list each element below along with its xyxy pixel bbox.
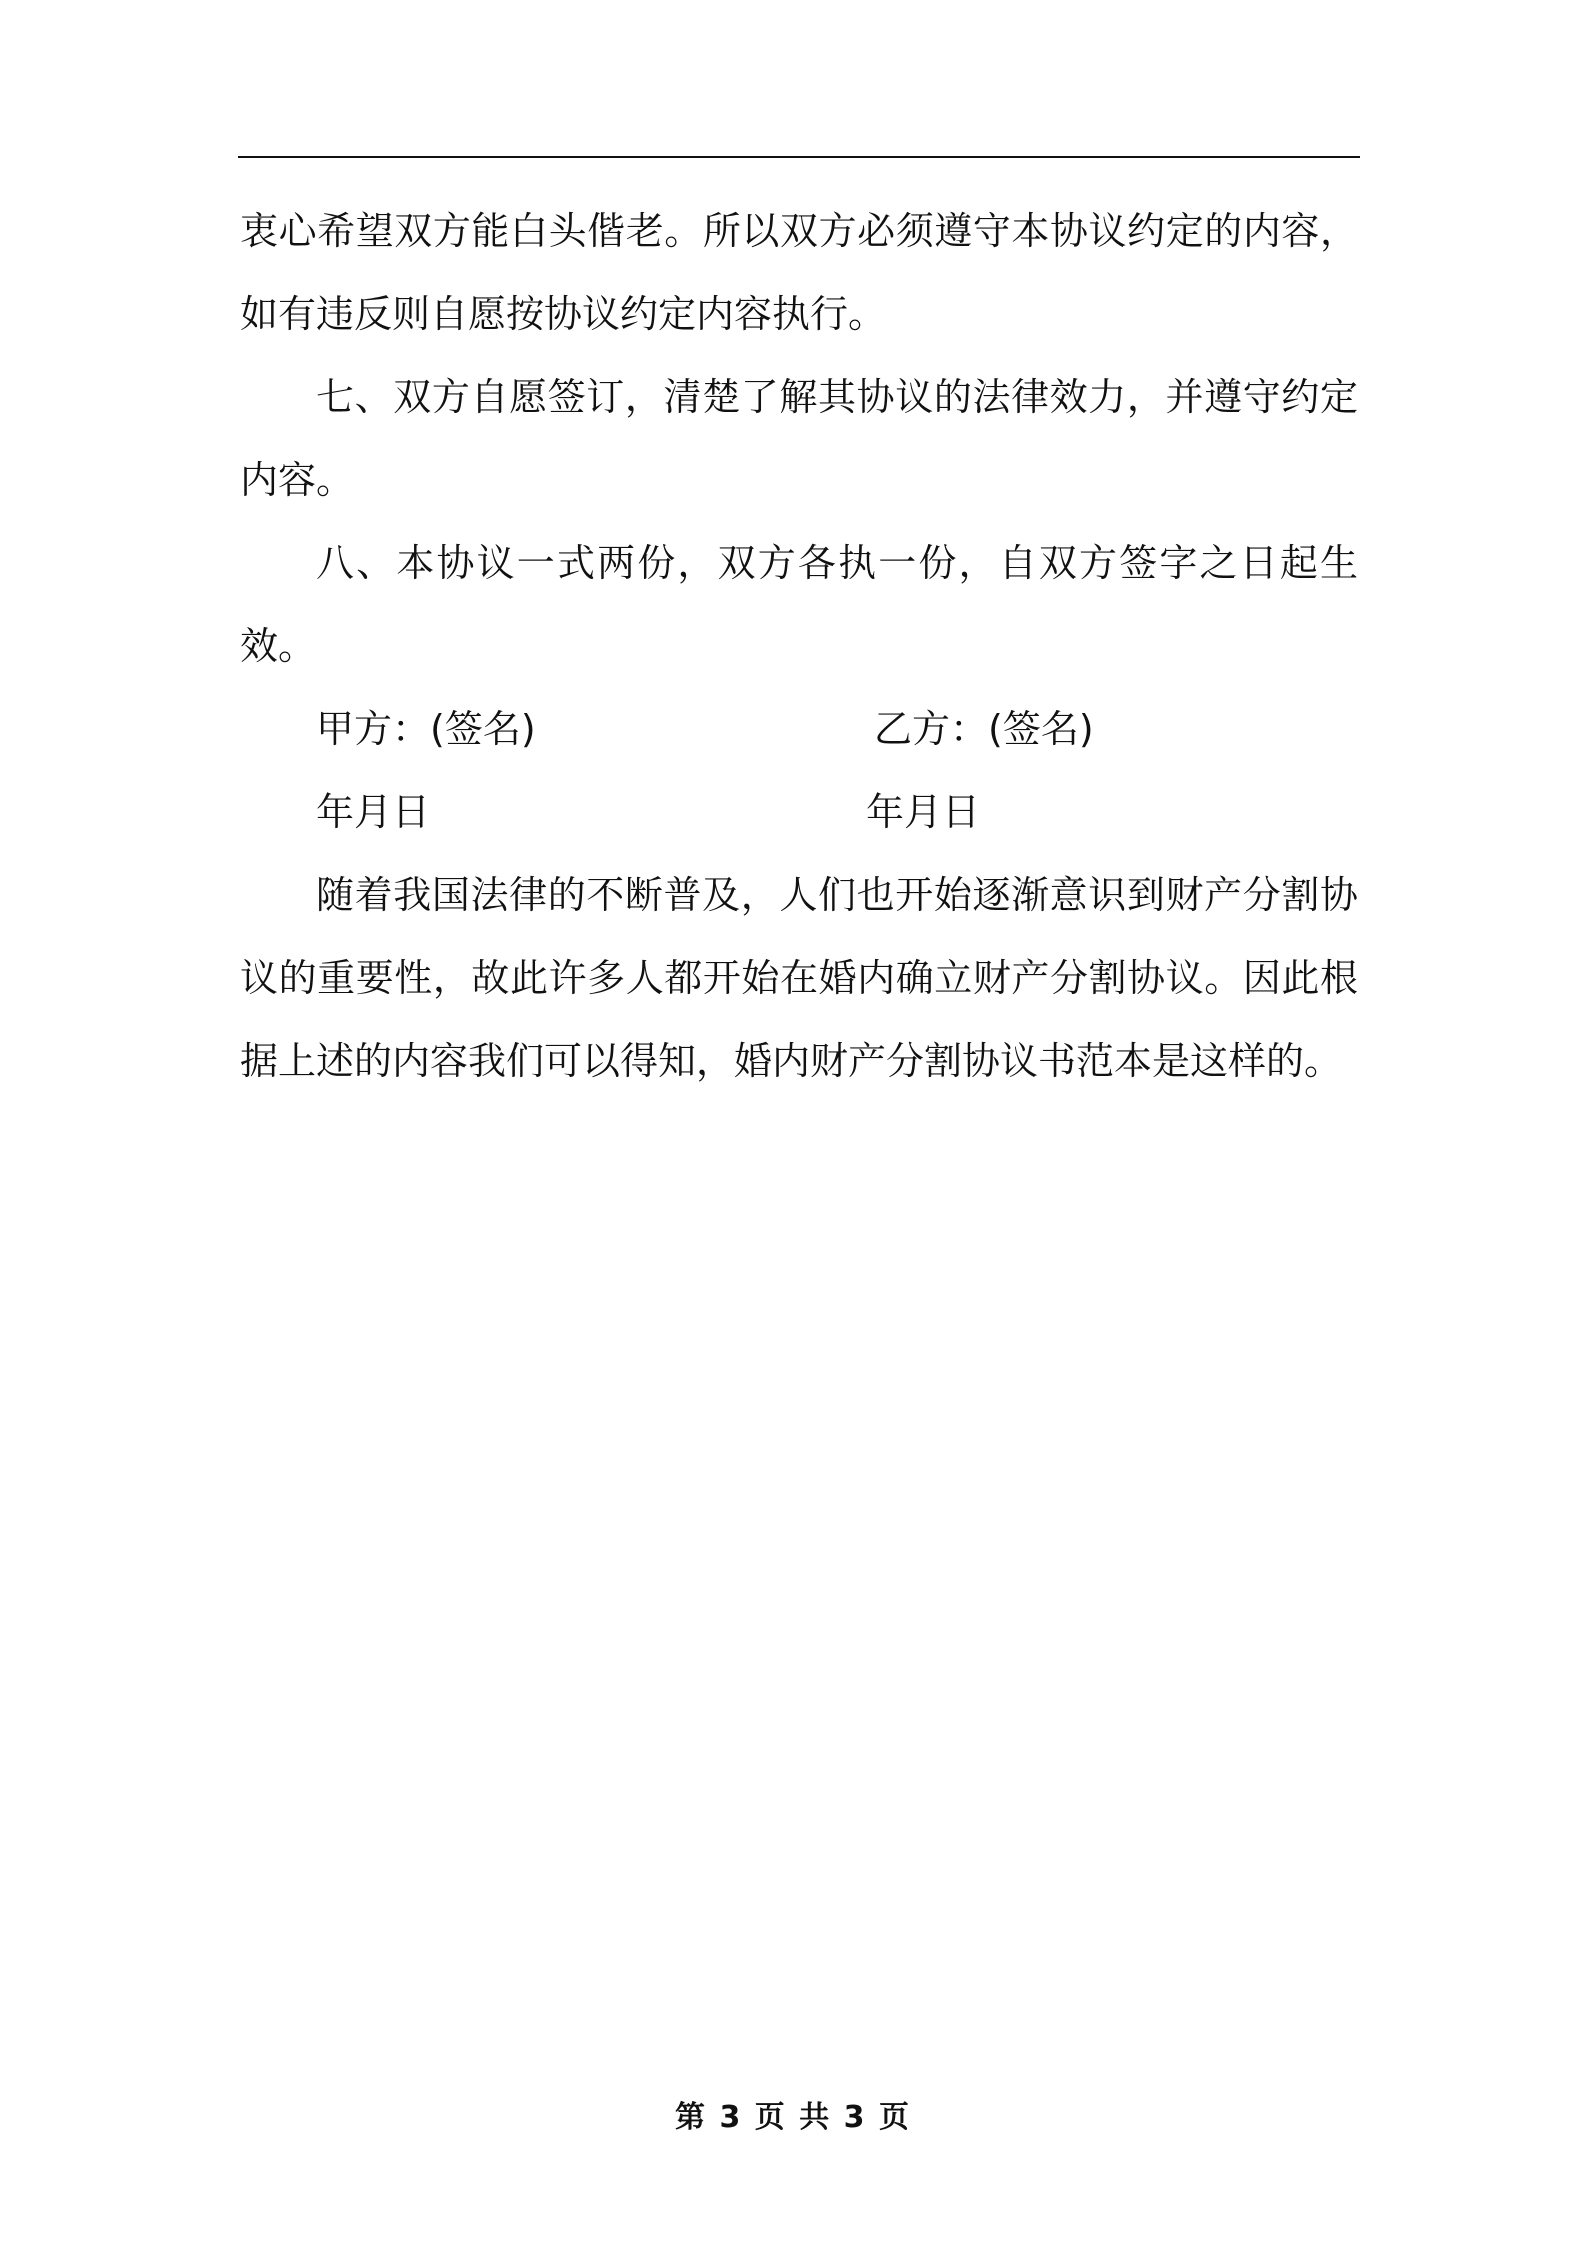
party-b-signature: 乙方：(签名) — [874, 707, 1094, 751]
page-number-footer: 第 3 页 共 3 页 — [675, 2100, 911, 2135]
signature-row — [240, 688, 1358, 771]
document-body — [240, 190, 1358, 1103]
party-b-date: 年月日 — [866, 790, 981, 834]
date-row — [240, 771, 1358, 854]
paragraph-clause-8: 八、本协议一式两份，双方各执一份，自双方签字之日起生效。 — [240, 541, 1358, 668]
header-rule — [238, 156, 1360, 158]
paragraph-clause-7: 七、双方自愿签订，清楚了解其协议的法律效力，并遵守约定内容。 — [240, 375, 1358, 502]
party-a-date: 年月日 — [316, 790, 431, 834]
paragraph-continuation: 衷心希望双方能白头偕老。所以双方必须遵守本协议约定的内容，如有违反则自愿按协议约定内容执行。 — [240, 209, 1358, 336]
party-a-signature: 甲方：(签名) — [316, 707, 536, 751]
closing-paragraph: 随着我国法律的不断普及，人们也开始逐渐意识到财产分割协议的重要性，故此许多人都开始在婚内确立财产分割协议。因此根据上述的内容我们可以得知，婚内财产分割协议书范本是这样的。 — [240, 873, 1358, 1083]
